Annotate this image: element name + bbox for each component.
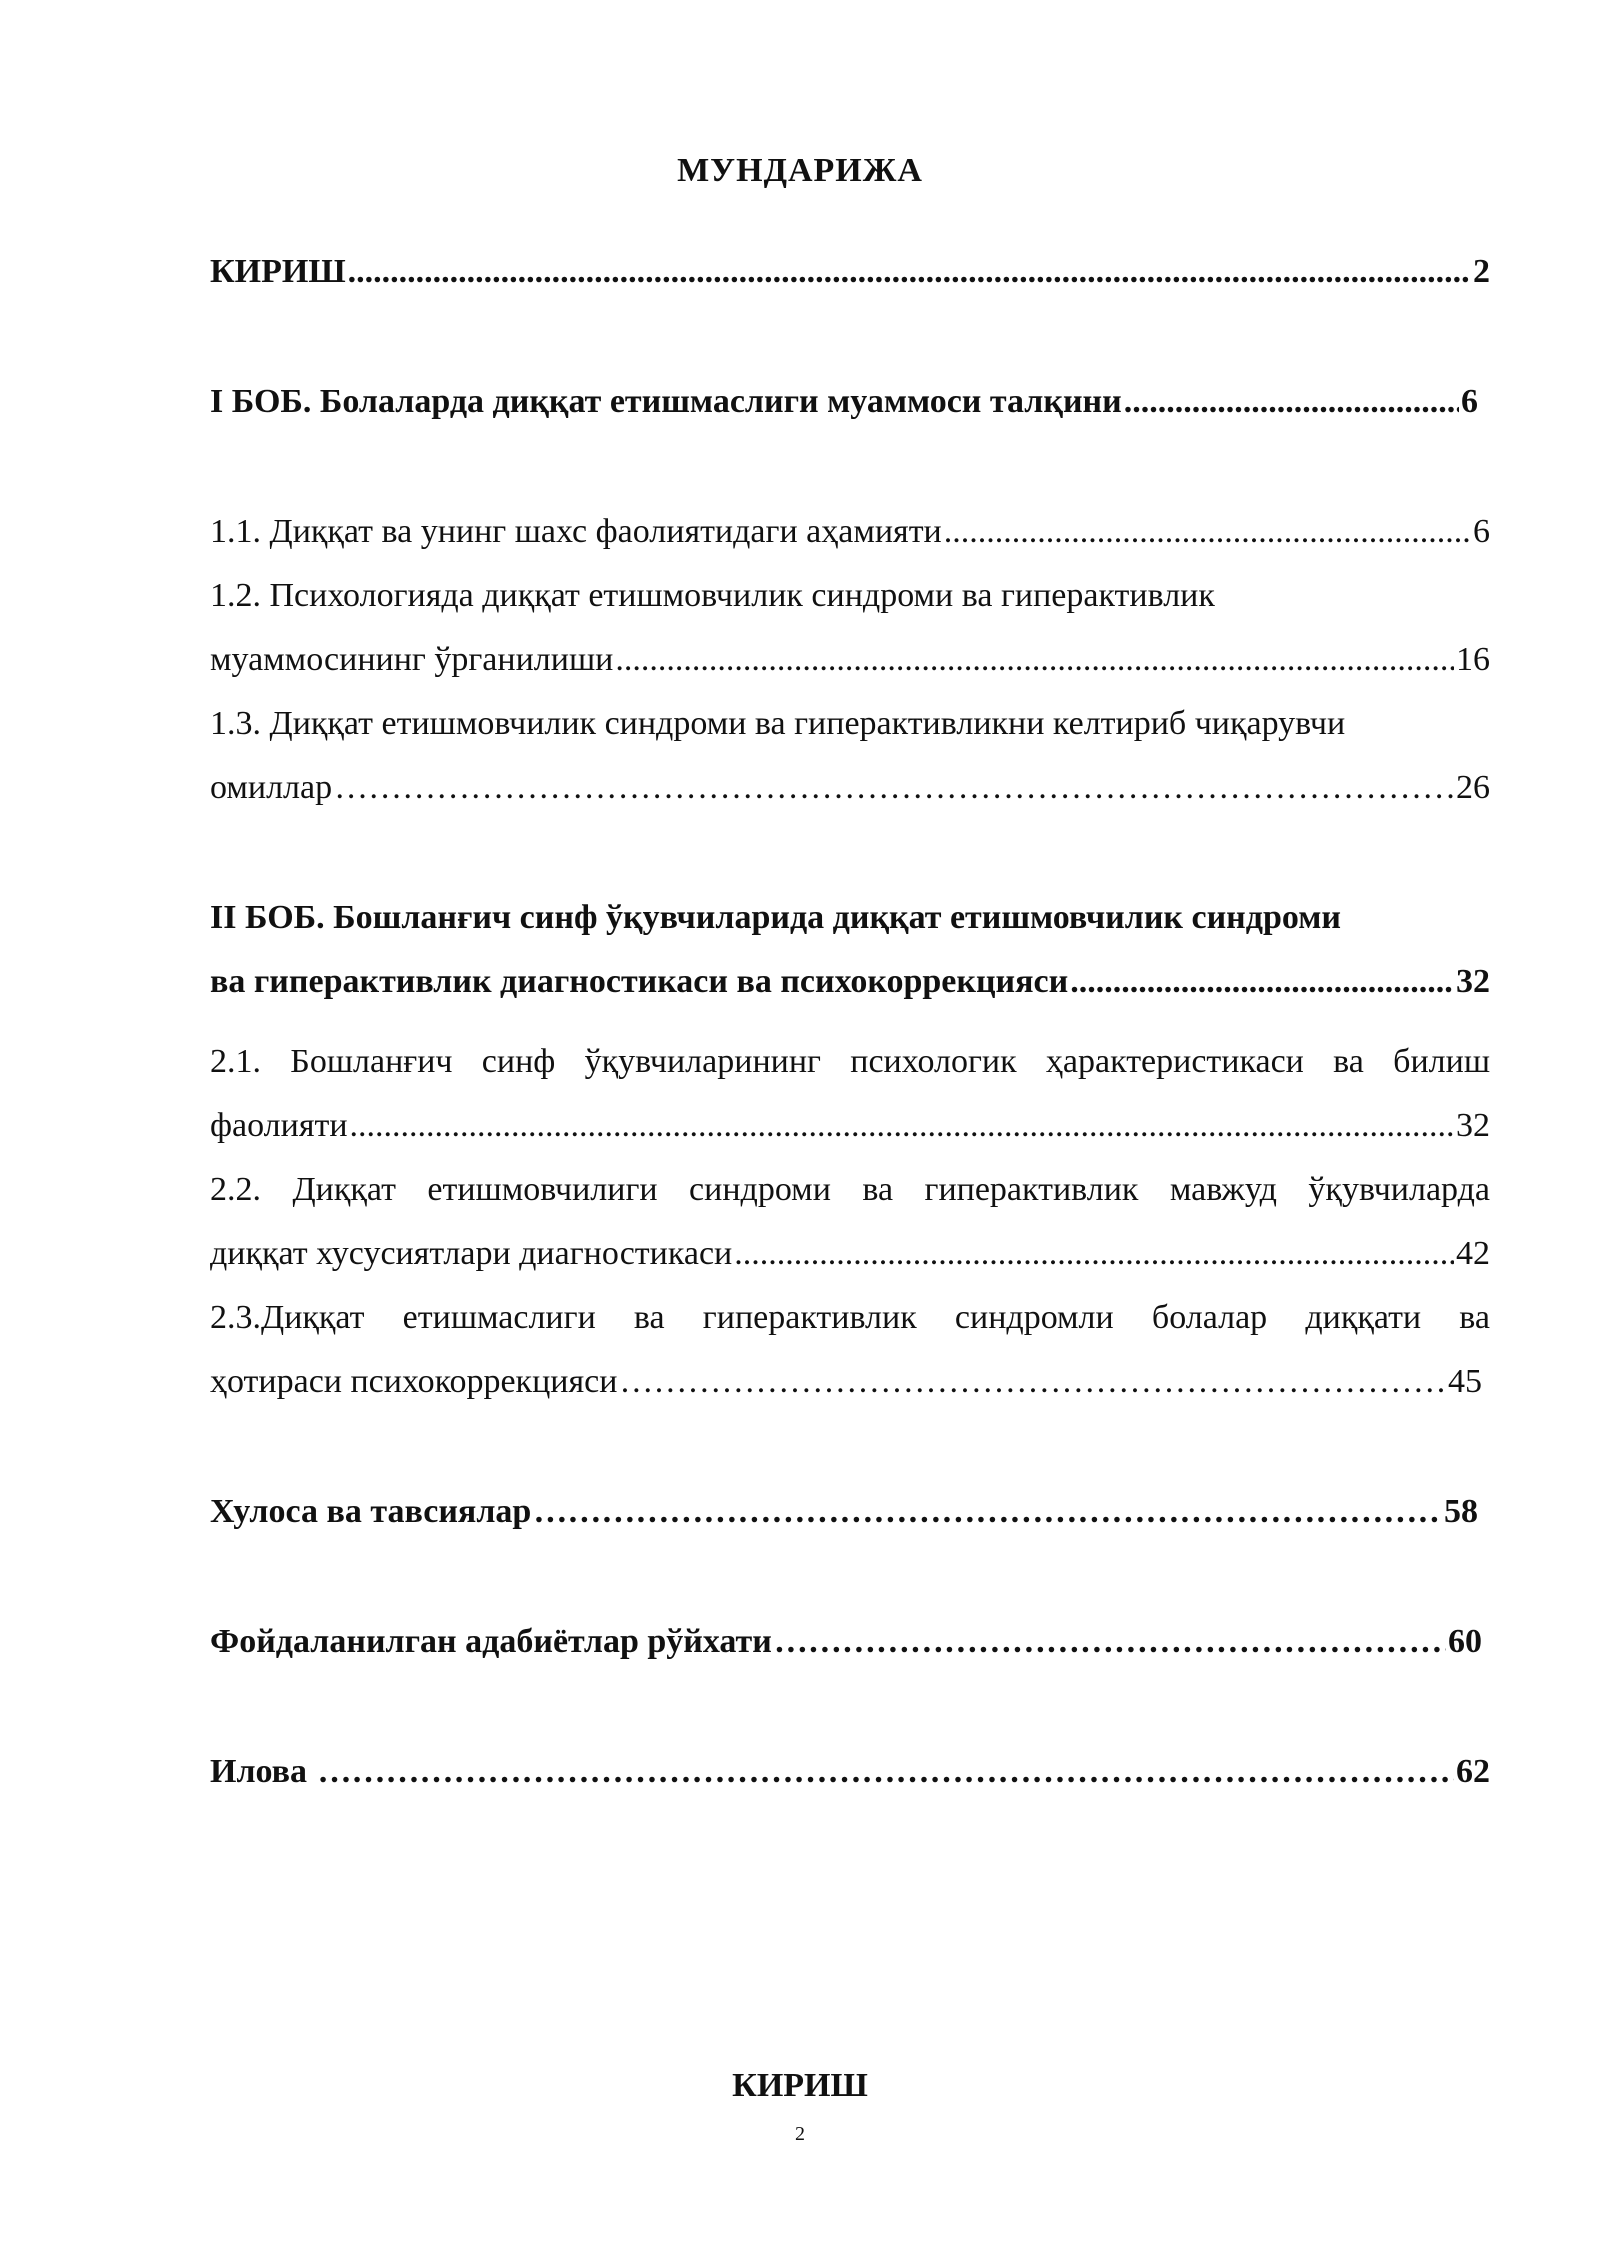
toc-entry-section-2-2[interactable] bbox=[210, 1222, 1490, 1286]
toc-entry-intro[interactable] bbox=[210, 240, 1490, 304]
toc-entry-page: 6 bbox=[1461, 383, 1478, 420]
toc-entry-label: I БОБ. Болаларда диққат етишмаслиги муаммоси талқини bbox=[210, 383, 1122, 420]
dot-leader bbox=[619, 1350, 1446, 1414]
toc-entry-chapter-2-line[interactable]: II БОБ. Бошланғич синф ўқувчиларида диққат етишмовчилик синдроми bbox=[210, 899, 1341, 936]
toc-entry-page: 16 bbox=[1456, 641, 1490, 678]
toc-entry-label: КИРИШ bbox=[210, 253, 346, 290]
dot-leader bbox=[334, 756, 1454, 820]
toc-entry-page: 26 bbox=[1456, 769, 1490, 806]
toc-entry-page: 58 bbox=[1444, 1493, 1478, 1530]
toc-entry-section-1-2-line[interactable]: 1.2. Психологияда диққат етишмовчилик синдроми ва гиперактивлик bbox=[210, 577, 1215, 614]
toc-entry-label: ва гиперактивлик диагностикаси ва психокоррекцияси bbox=[210, 963, 1069, 1000]
toc-entry-page: 45 bbox=[1448, 1363, 1482, 1400]
toc-entry-section-1-3[interactable] bbox=[210, 756, 1490, 820]
dot-leader bbox=[944, 500, 1471, 564]
dot-leader bbox=[533, 1480, 1442, 1544]
toc-entry-label: 1.1. Диққат ва унинг шахс фаолиятидаги аҳамияти bbox=[210, 513, 942, 550]
page-number: 2 bbox=[795, 2123, 805, 2145]
toc-entry-appendix[interactable] bbox=[210, 1740, 1490, 1804]
toc-entry-label: Илова bbox=[210, 1753, 316, 1790]
dot-leader bbox=[774, 1610, 1446, 1674]
toc-entry-page: 62 bbox=[1456, 1753, 1490, 1790]
toc-entry-label: омиллар bbox=[210, 769, 333, 806]
toc-entry-page: 32 bbox=[1456, 963, 1490, 1000]
table-of-contents bbox=[210, 240, 1490, 1804]
toc-entry-page: 42 bbox=[1456, 1235, 1490, 1272]
toc-entry-section-2-3[interactable] bbox=[210, 1350, 1482, 1414]
toc-entry-section-1-2[interactable] bbox=[210, 628, 1490, 692]
toc-entry-section-1-3-line[interactable]: 1.3. Диққат етишмовчилик синдроми ва гиперактивликни келтириб чиқарувчи bbox=[210, 705, 1346, 742]
dot-leader bbox=[1124, 370, 1459, 434]
toc-entry-conclusion[interactable] bbox=[210, 1480, 1478, 1544]
toc-entry-page: 32 bbox=[1456, 1107, 1490, 1144]
dot-leader bbox=[615, 628, 1454, 692]
toc-entry-references[interactable] bbox=[210, 1610, 1482, 1674]
toc-entry-section-2-1-line[interactable]: 2.1. Бошланғич синф ўқувчиларининг психологик ҳарактеристикаси ва билиш bbox=[210, 1043, 1490, 1080]
toc-entry-label: Фойдаланилган адабиётлар рўйхати bbox=[210, 1623, 772, 1660]
dot-leader bbox=[348, 240, 1471, 304]
toc-entry-page: 6 bbox=[1473, 513, 1490, 550]
toc-entry-label: муаммосининг ўрганилиши bbox=[210, 641, 614, 678]
toc-entry-section-1-1[interactable] bbox=[210, 500, 1490, 564]
toc-entry-chapter-2[interactable] bbox=[210, 950, 1490, 1014]
dot-leader bbox=[318, 1740, 1454, 1804]
toc-entry-page: 60 bbox=[1448, 1623, 1482, 1660]
dot-leader bbox=[1070, 950, 1454, 1014]
next-section-heading: КИРИШ bbox=[732, 2067, 868, 2104]
toc-entry-section-2-1[interactable] bbox=[210, 1094, 1490, 1158]
toc-entry-chapter-1[interactable] bbox=[210, 370, 1478, 434]
toc-entry-label: Хулоса ва тавсиялар bbox=[210, 1493, 532, 1530]
toc-entry-section-2-2-line[interactable]: 2.2. Диққат етишмовчилиги синдроми ва гиперактивлик мавжуд ўқувчиларда bbox=[210, 1171, 1490, 1208]
dot-leader bbox=[734, 1222, 1454, 1286]
toc-entry-label: диққат хусусиятлари диагностикаси bbox=[210, 1235, 733, 1272]
toc-title: МУНДАРИЖА bbox=[677, 152, 923, 189]
dot-leader bbox=[350, 1094, 1454, 1158]
toc-entry-section-2-3-line[interactable]: 2.3.Диққат етишмаслиги ва гиперактивлик синдромли болалар диққати ва bbox=[210, 1299, 1490, 1336]
toc-entry-label: фаолияти bbox=[210, 1107, 348, 1144]
toc-entry-label: ҳотираси психокоррекцияси bbox=[210, 1363, 618, 1400]
toc-entry-page: 2 bbox=[1473, 253, 1490, 290]
